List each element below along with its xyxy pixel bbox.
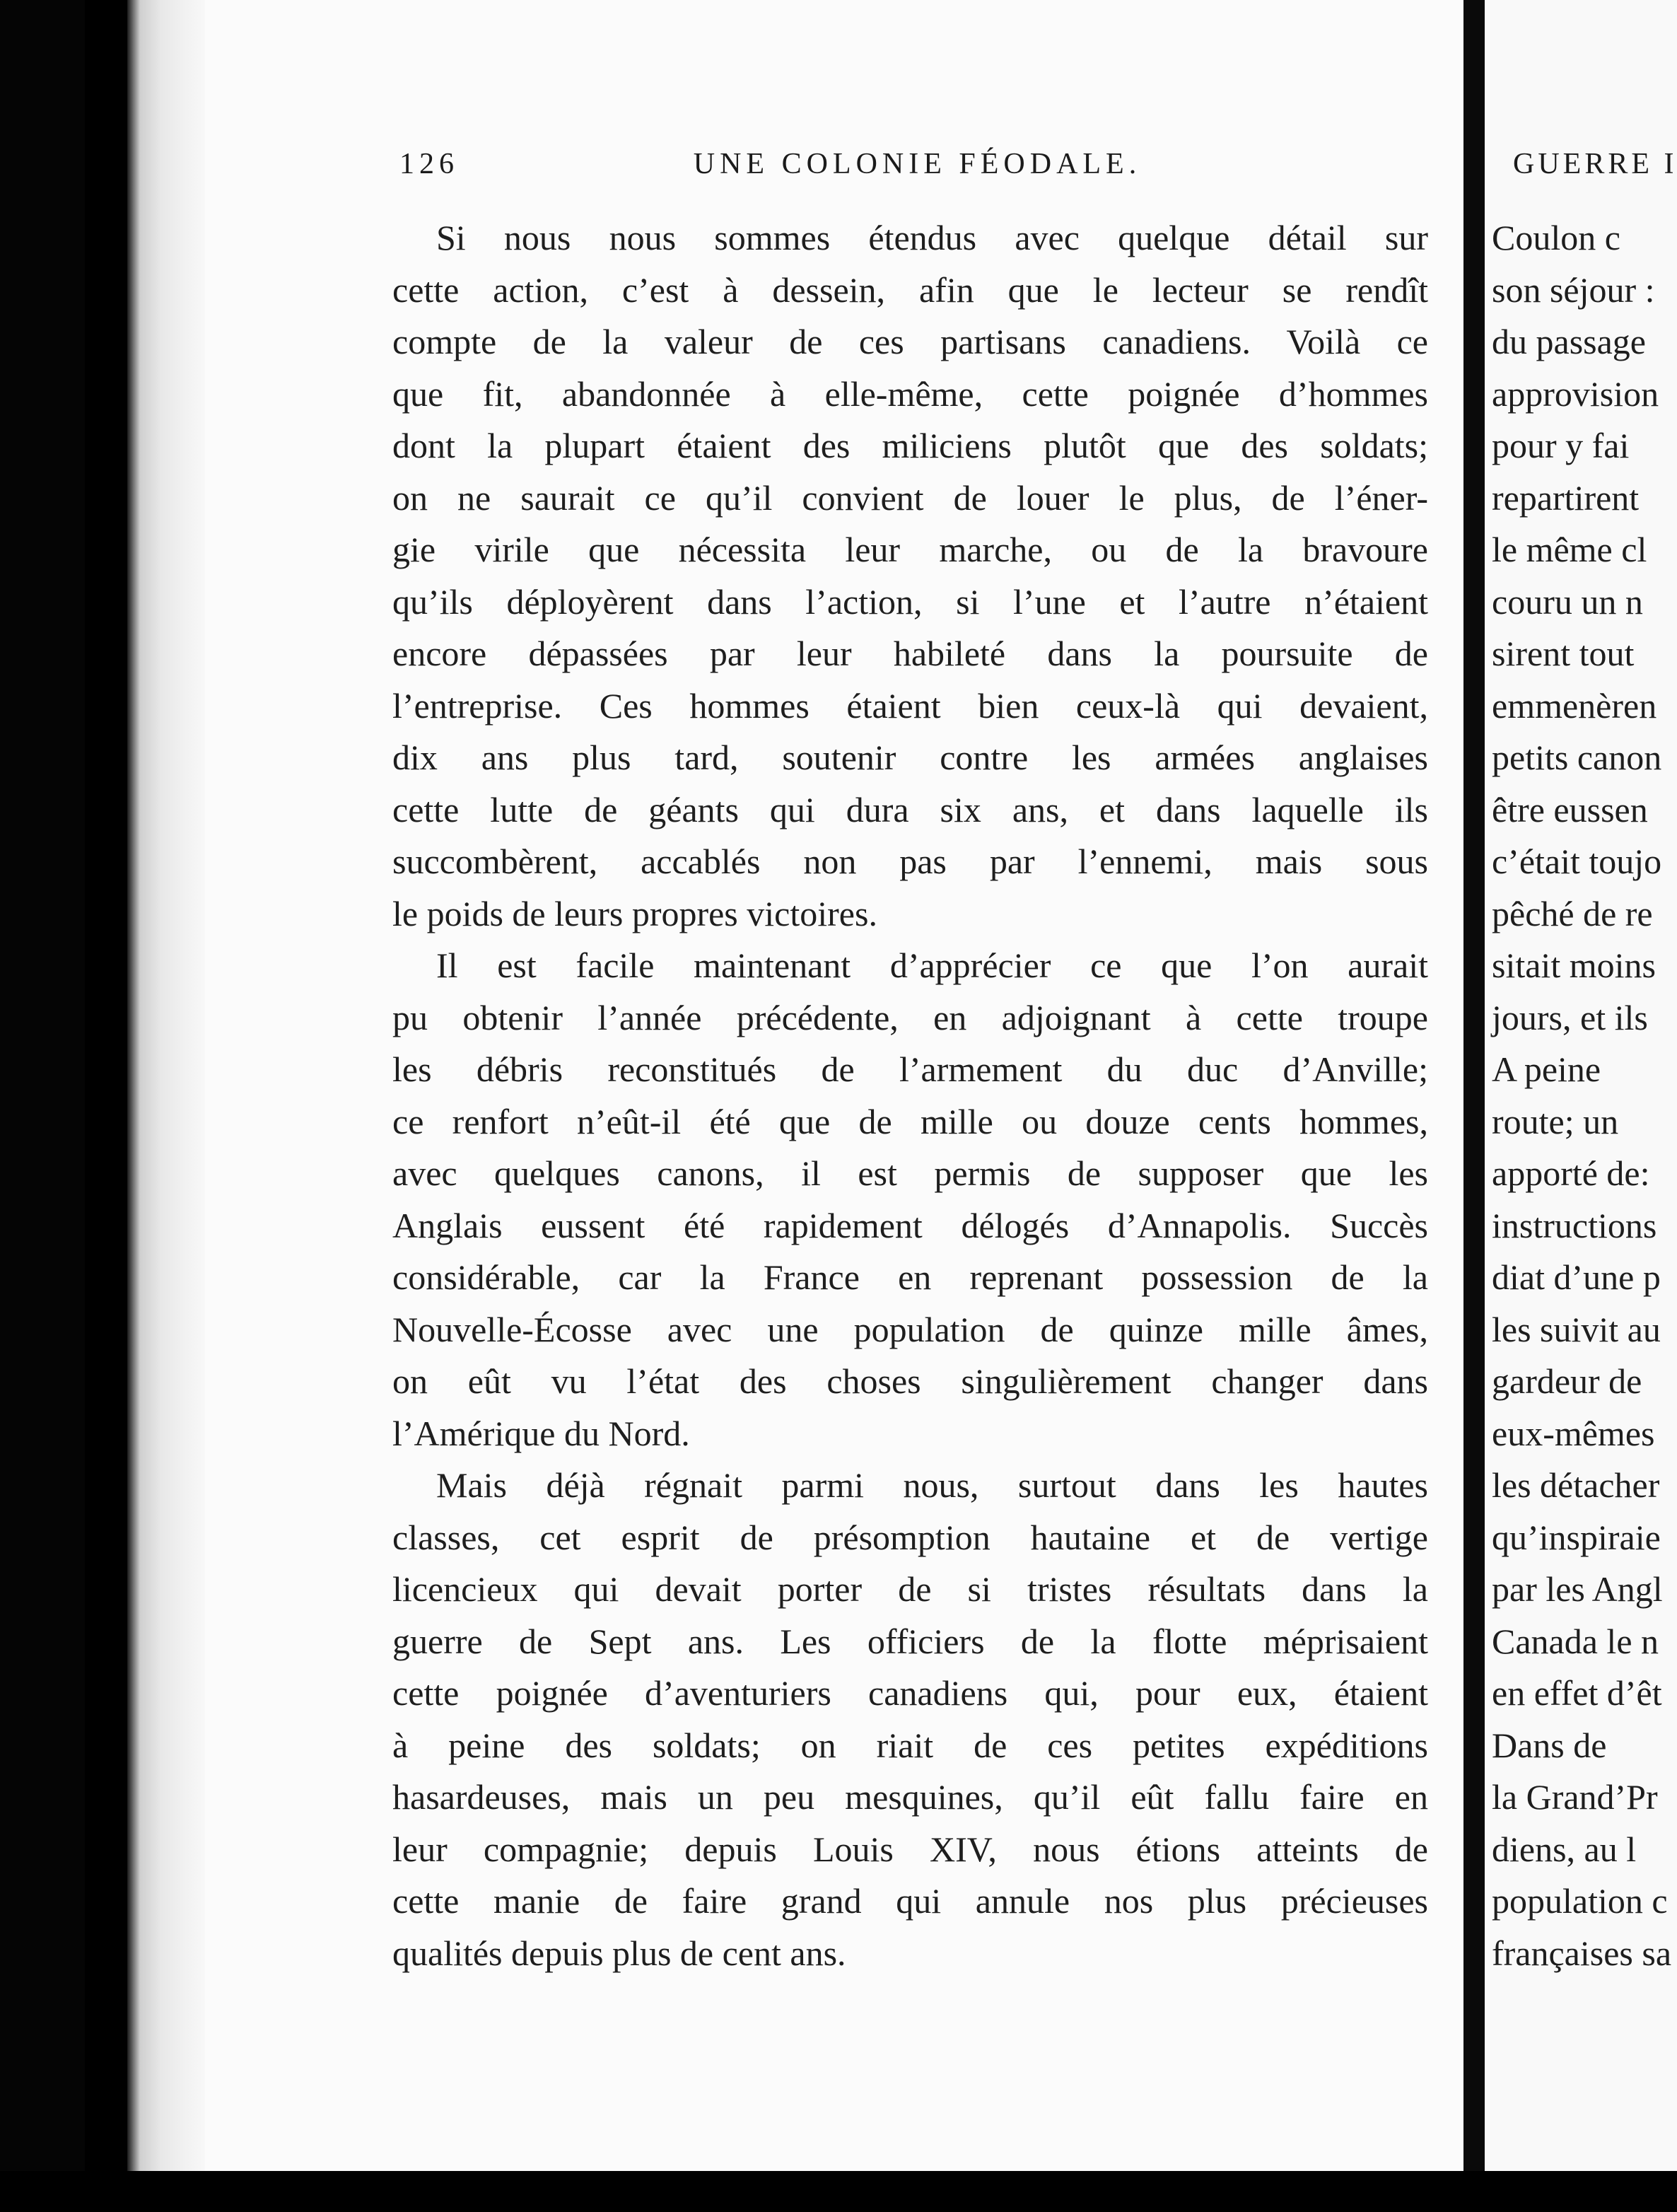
text-line: Anglais eussent été rapidement délogés d’Annapolis. Succès [392, 1205, 1428, 1245]
text-line-fragment: eux-mêmes [1492, 1413, 1655, 1453]
text-line-fragment: du passage [1492, 322, 1646, 361]
text-line-fragment: Canada le n [1492, 1621, 1659, 1661]
text-line-fragment: instructions [1492, 1205, 1657, 1245]
text-line: Si nous nous sommes étendus avec quelque détail sur [436, 218, 1428, 257]
text-line: Mais déjà régnait parmi nous, surtout dans les hautes [436, 1465, 1428, 1505]
text-line-fragment: A peine [1492, 1049, 1601, 1089]
text-line: pu obtenir l’année précédente, en adjoignant à cette troupe [392, 997, 1428, 1037]
text-line-fragment: le même cl [1492, 530, 1647, 569]
text-line: les débris reconstitués de l’armement du duc d’Anville; [392, 1049, 1428, 1089]
text-line: cette action, c’est à dessein, afin que le lecteur se rendît [392, 269, 1428, 310]
text-line: licencieux qui devait porter de si tristes résultats dans la [392, 1569, 1428, 1609]
text-line: succombèrent, accablés non pas par l’ennemi, mais sous [392, 842, 1428, 881]
text-line: dont la plupart étaient des miliciens plutôt que des soldats; [392, 426, 1428, 465]
book-gutter [1463, 0, 1485, 2212]
text-line-fragment: population c [1492, 1881, 1668, 1921]
running-head-title: UNE COLONIE FÉODALE. [693, 148, 1142, 180]
right-running-head: GUERRE I [1513, 148, 1677, 180]
text-line-fragment: la Grand’Pr [1492, 1777, 1658, 1817]
text-line-fragment: pêché de re [1492, 893, 1653, 933]
page-stack-edge [127, 0, 212, 2212]
text-line-fragment: emmenèren [1492, 685, 1657, 726]
text-line: considérable, car la France en reprenant possession de la [392, 1257, 1428, 1297]
text-line-fragment: par les Angl [1492, 1569, 1663, 1609]
text-line: qualités depuis plus de cent ans. [392, 1933, 846, 1973]
text-line: leur compagnie; depuis Louis XIV, nous étions atteints de [392, 1829, 1428, 1869]
text-line: qu’ils déployèrent dans l’action, si l’une et l’autre n’étaient [392, 581, 1428, 622]
text-line-fragment: être eussen [1492, 789, 1648, 830]
text-line-fragment: Dans de [1492, 1725, 1607, 1765]
text-line-fragment: diat d’une p [1492, 1257, 1661, 1297]
text-line: cette poignée d’aventuriers canadiens qui, pour eux, étaient [392, 1673, 1428, 1713]
text-line: compte de la valeur de ces partisans canadiens. Voilà ce [392, 322, 1428, 361]
text-line-fragment: les détacher [1492, 1465, 1660, 1505]
text-line-fragment: Coulon c [1492, 218, 1620, 257]
text-line: encore dépassées par leur habileté dans la poursuite de [392, 634, 1428, 673]
page-number: 126 [399, 148, 459, 180]
text-line: ce renfort n’eût-il été que de mille ou douze cents hommes, [392, 1101, 1428, 1141]
text-line: avec quelques canons, il est permis de supposer que les [392, 1153, 1428, 1193]
text-line: cette manie de faire grand qui annule nos plus précieuses [392, 1881, 1428, 1921]
text-line: dix ans plus tard, soutenir contre les armées anglaises [392, 738, 1428, 777]
text-line: cette lutte de géants qui dura six ans, et dans laquelle ils [392, 789, 1428, 830]
text-line-fragment: pour y fai [1492, 426, 1630, 465]
book-cover-edge [0, 0, 85, 2212]
text-line-fragment: jours, et ils [1492, 997, 1648, 1037]
text-line-fragment: en effet d’êt [1492, 1673, 1662, 1713]
text-line: Il est facile maintenant d’apprécier ce que l’on aurait [436, 945, 1428, 985]
text-line: classes, cet esprit de présomption hautaine et de vertige [392, 1517, 1428, 1557]
text-line: hasardeuses, mais un peu mesquines, qu’il eût fallu faire en [392, 1777, 1428, 1817]
text-line-fragment: gardeur de [1492, 1361, 1642, 1401]
text-line: gie virile que nécessita leur marche, ou de la bravoure [392, 530, 1428, 569]
text-line: on eût vu l’état des choses singulièrement changer dans [392, 1361, 1428, 1401]
text-line-fragment: c’était toujo [1492, 842, 1662, 881]
text-line-fragment: sitait moins [1492, 945, 1656, 985]
right-page-body-text [1492, 212, 1677, 1979]
text-line-fragment: approvision [1492, 373, 1659, 414]
text-line-fragment: diens, au l [1492, 1829, 1637, 1869]
text-line: le poids de leurs propres victoires. [392, 893, 877, 933]
text-line-fragment: qu’inspiraie [1492, 1517, 1661, 1557]
text-line-fragment: apporté de: [1492, 1153, 1650, 1193]
text-line: l’entreprise. Ces hommes étaient bien ceux-là qui devaient, [392, 685, 1428, 726]
text-line-fragment: les suivit au [1492, 1309, 1661, 1349]
text-line: l’Amérique du Nord. [392, 1413, 690, 1453]
text-line-fragment: françaises sa [1492, 1933, 1672, 1973]
text-line: Nouvelle-Écosse avec une population de quinze mille âmes, [392, 1309, 1428, 1349]
text-line-fragment: route; un [1492, 1101, 1619, 1141]
text-line: à peine des soldats; on riait de ces petites expéditions [392, 1725, 1428, 1765]
text-line: que fit, abandonnée à elle-même, cette poignée d’hommes [392, 373, 1428, 414]
text-line-fragment: repartirent [1492, 477, 1640, 518]
scan-bottom-border [0, 2171, 1677, 2212]
text-line-fragment: sirent tout [1492, 634, 1635, 673]
text-line-fragment: couru un n [1492, 581, 1643, 622]
text-line: on ne saurait ce qu’il convient de louer le plus, de l’éner- [392, 477, 1428, 518]
left-page-body-text [392, 212, 1428, 1979]
text-line-fragment: petits canon [1492, 738, 1662, 777]
left-running-head [399, 147, 1435, 190]
text-line-fragment: son séjour : [1492, 269, 1655, 310]
text-line: guerre de Sept ans. Les officiers de la flotte méprisaient [392, 1621, 1428, 1661]
